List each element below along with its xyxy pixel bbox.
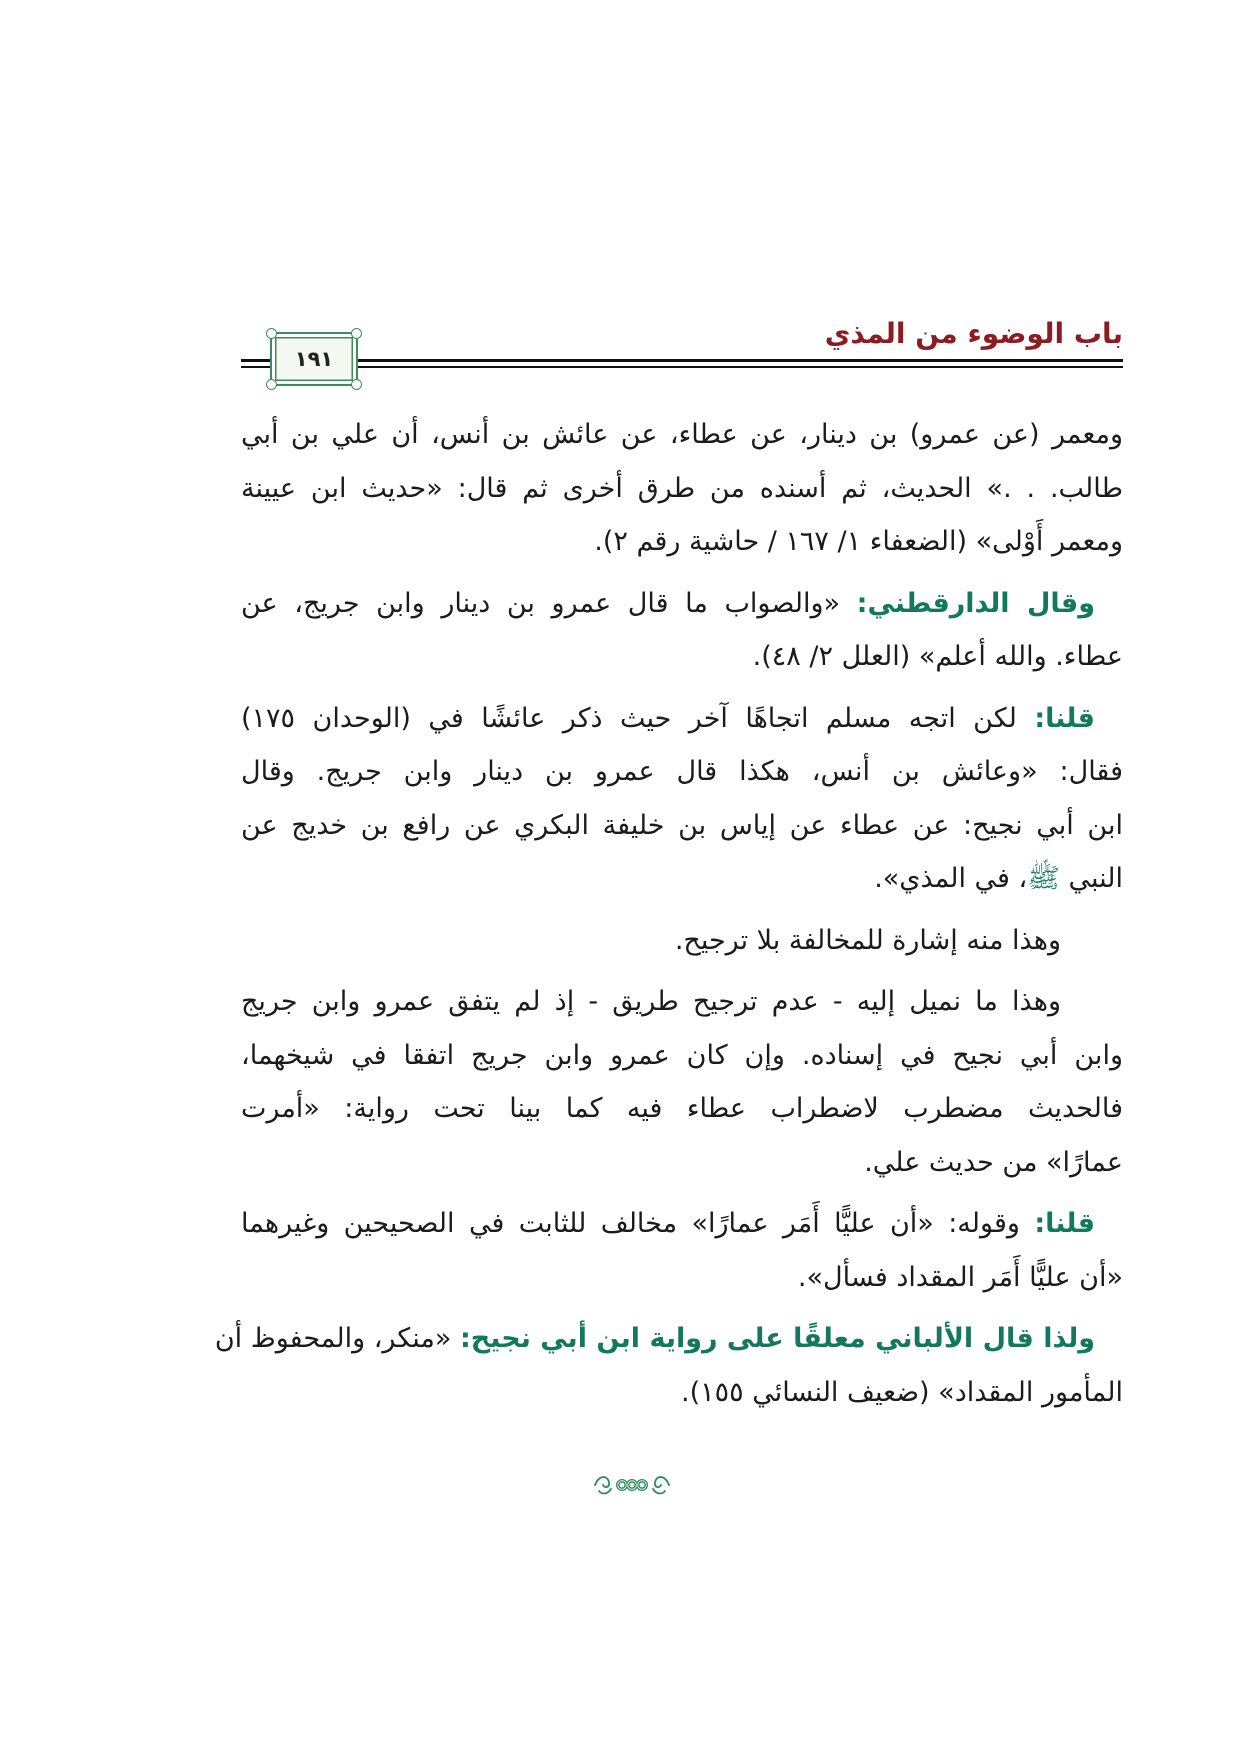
frame-corner-icon [351, 379, 362, 390]
paragraph [241, 408, 1123, 569]
text-line: عمارًا» من حديث علي. [864, 1146, 1123, 1178]
highlighted-lead: ولذا قال الألباني معلقًا على رواية ابن أبي نجيح: [459, 1323, 1095, 1354]
paragraph [214, 1312, 1123, 1419]
salutation-symbol: ﷺ [1027, 863, 1060, 894]
line-text: «والصواب ما قال عمرو بن دينار وابن جريج، عن [241, 587, 841, 619]
text-line: طالب. . .» الحديث، ثم أسنده من طرق أخرى ثم قال: «حديث ابن عيينة [241, 472, 1123, 504]
paragraph [241, 577, 1123, 684]
line-text: وقوله: «أن عليًّا أَمَر عمارًا» مخالف للثابت في الصحيحين وغيرهما [241, 1208, 1020, 1239]
header-rule-thick [241, 359, 1123, 362]
text-line: فالحديث مضطرب لاضطراب عطاء فيه كما بينا تحت رواية: «أمرت [241, 1093, 1123, 1124]
paragraph [241, 975, 1123, 1189]
frame-corner-icon [266, 328, 277, 339]
line-text: «منكر، والمحفوظ أن [214, 1323, 452, 1354]
page-body [214, 408, 1123, 1427]
text-line: «أن عليًّا أَمَر المقداد فسأل». [797, 1261, 1123, 1293]
paragraph [241, 914, 1123, 968]
frame-corner-icon [351, 328, 362, 339]
frame-corner-icon [266, 379, 277, 390]
chapter-title: باب الوضوء من المذي [824, 317, 1123, 350]
paragraph [241, 692, 1123, 906]
text-line: عطاء. والله أعلم» (العلل ٢/ ٤٨). [752, 641, 1123, 672]
highlighted-lead: قلنا: [1034, 1208, 1096, 1239]
highlighted-lead: قلنا: [1034, 702, 1095, 734]
text-line: المأمور المقداد» (ضعيف النسائي ١٥٥). [681, 1376, 1123, 1408]
text-line: وابن أبي نجيح في إسناده. وإن كان عمرو وابن جريج اتفقا في شيخهما، [241, 1039, 1123, 1071]
text-line: ومعمر أَوْلى» (الضعفاء ١/ ١٦٧ / حاشية رقم ٢). [594, 526, 1123, 557]
text-line: وهذا ما نميل إليه - عدم ترجيح طريق - إذ لم يتفق عمرو وابن جريج [241, 986, 1061, 1017]
paragraph [241, 1197, 1123, 1304]
text-line: ابن أبي نجيح: عن عطاء عن إياس بن خليفة البكري عن رافع بن خديج عن [241, 809, 1123, 841]
floral-ornament-icon [592, 1470, 672, 1500]
text-line: وهذا منه إشارة للمخالفة بلا ترجيح. [674, 924, 1061, 956]
text-line [214, 1312, 1123, 1366]
line-text: لكن اتجه مسلم اتجاهًا آخر حيث ذكر عائشًا في (الوحدان ١٧٥) [241, 702, 1017, 734]
header-rule-thin [241, 366, 1123, 368]
text-line [241, 1197, 1123, 1251]
page-number-frame [270, 332, 358, 386]
text-line [241, 692, 1123, 746]
line-text: ، في المذي». [874, 863, 1028, 894]
highlighted-lead: وقال الدارقطني: [856, 587, 1095, 619]
text-line: فقال: «وعائش بن أنس، هكذا قال عمرو بن دينار وابن جريج. وقال [241, 756, 1123, 787]
text-line [241, 577, 1123, 631]
line-text: النبي [1068, 863, 1123, 894]
text-line: ومعمر (عن عمرو) بن دينار، عن عطاء، عن عائش بن أنس، أن علي بن أبي [241, 419, 1123, 450]
text-line [241, 852, 1123, 906]
page-number: ١٩١ [294, 347, 334, 371]
